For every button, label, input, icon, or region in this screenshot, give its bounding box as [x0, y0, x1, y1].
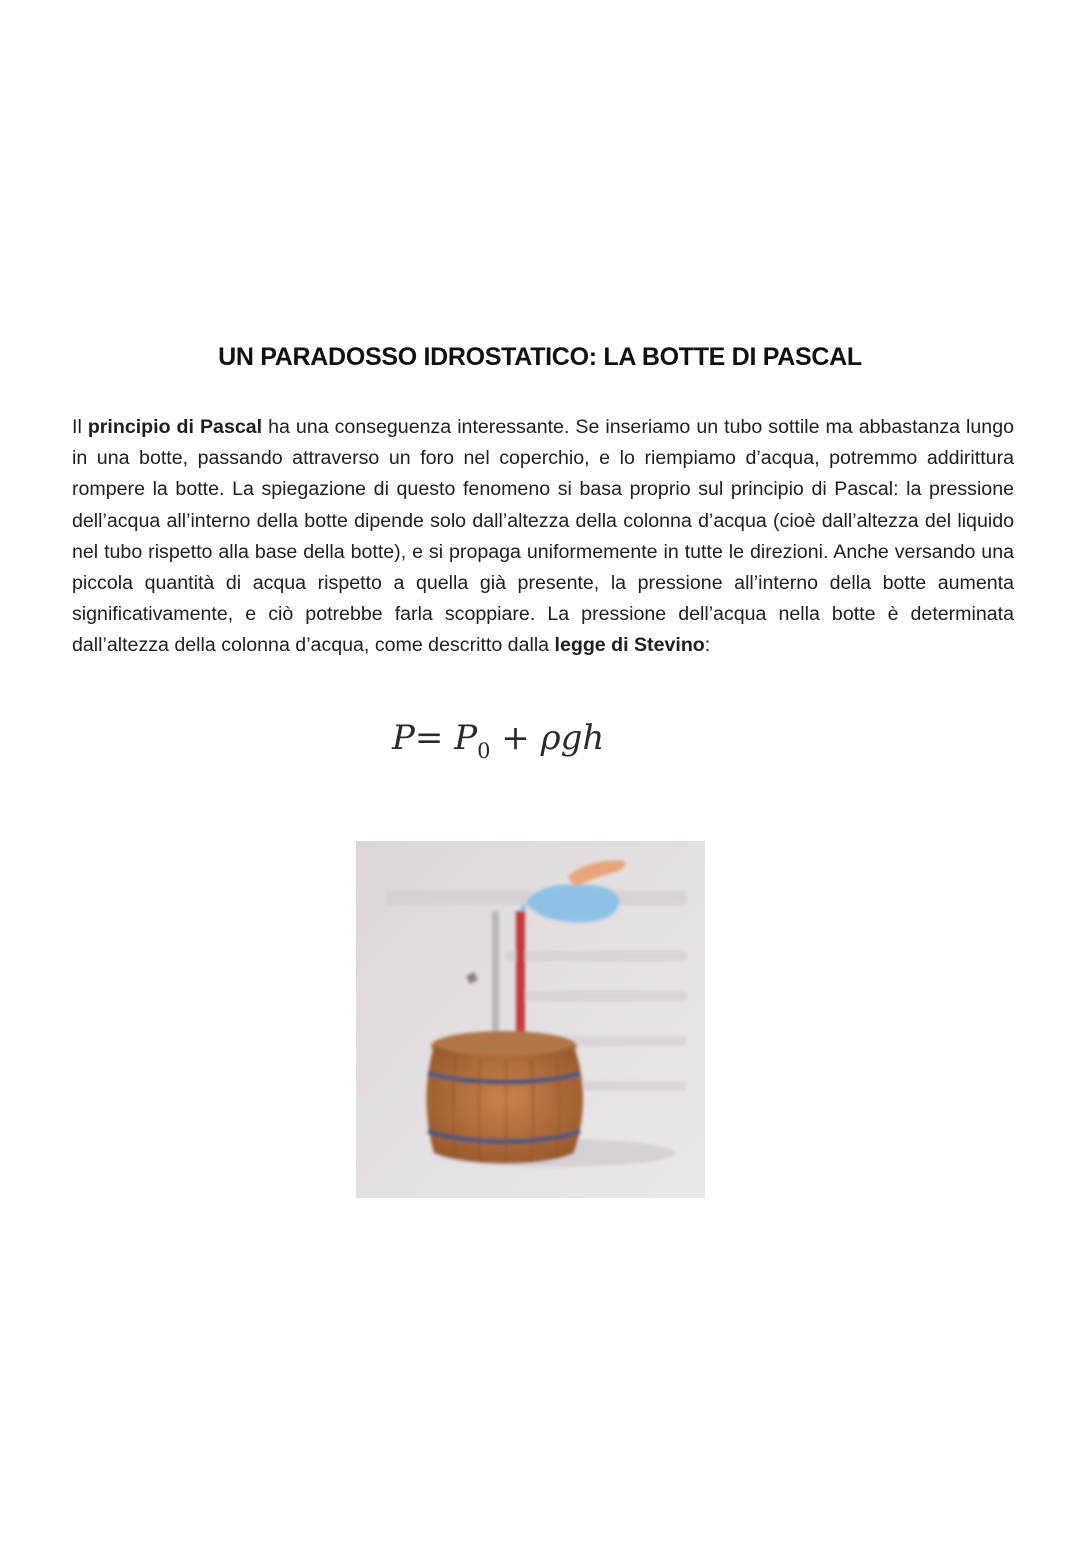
document-title: UN PARADOSSO IDROSTATICO: LA BOTTE DI PASCAL: [218, 343, 862, 371]
paragraph-text-1: Il: [72, 416, 88, 438]
pascal-barrel-illustration: [356, 841, 705, 1198]
formula-term: ρgh: [540, 718, 605, 758]
body-paragraph: [72, 412, 1014, 662]
paragraph-text-3: :: [704, 634, 711, 657]
formula-subscript: 0: [477, 739, 491, 763]
thin-glass-tube: [492, 911, 499, 1041]
formula-p0: P: [454, 718, 478, 758]
paragraph-text-2: ha una conseguenza interessante. Se inseriamo un tubo sottile ma abbastanza lungo in una botte, passando attraverso un foro nel coperchio, e lo riempiamo d’acqua, potremmo addirittura rompere la botte. La spiegazione di questo fenomeno si basa proprio sul principio di Pascal: la pressione dell’acqua all’interno della botte dipende solo dall’altezza della colonna d’acqua (cioè dall’altezza del liquido nel tubo rispetto alla base della botte), e si propaga uniformemente in tutte le direzioni. Anche versando una piccola quantità di acqua rispetto a quella già presente, la pressione all’interno della botte aumenta significativamente, e ciò potrebbe farla scoppiare. La pressione dell’acqua nella botte è determinata dall’altezza della colonna d’acqua, come descritto dalla: [72, 416, 1014, 657]
term-principio-di-pascal: principio di Pascal: [87, 416, 263, 438]
stevino-formula: [392, 718, 604, 763]
term-legge-di-stevino: legge di Stevino: [554, 634, 705, 657]
formula-equals: =: [414, 718, 444, 758]
red-water-tube: [516, 911, 525, 1051]
formula-lhs: P: [392, 718, 415, 758]
formula-plus: +: [501, 718, 530, 758]
